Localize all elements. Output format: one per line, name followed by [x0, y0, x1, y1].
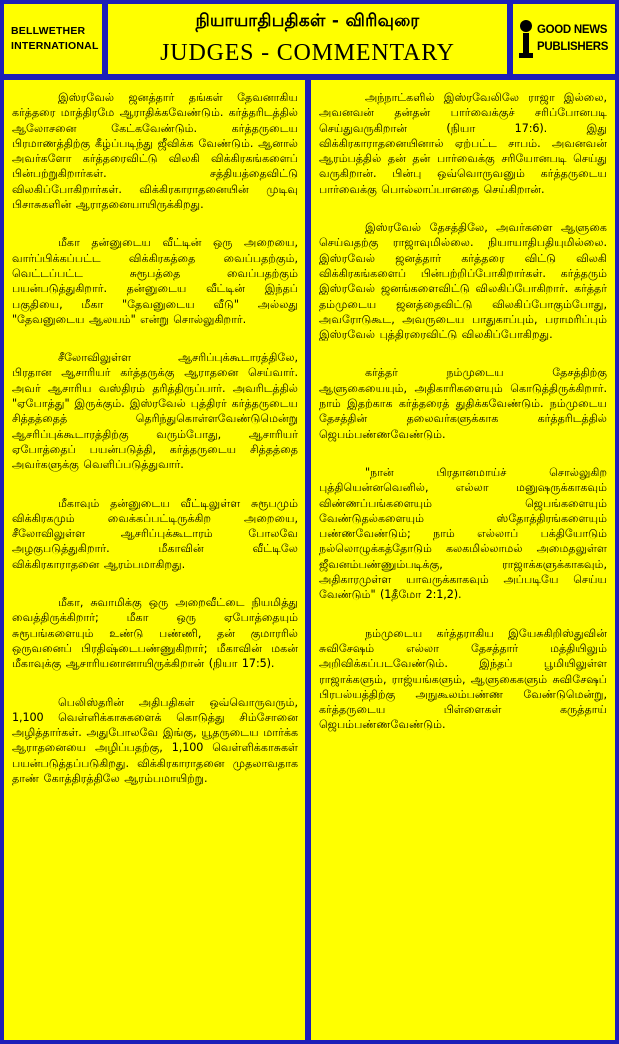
- right-paragraph-5: நம்முடைய கர்த்தராகிய இயேசுகிறிஸ்துவின் சுவிசேஷம் எல்லா தேசத்தார் மத்தியிலும் அறிவிக்கப்படவேண்டும். இந்தப் பூமியிலுள்ள ராஜாக்களும், ராஜ்யங்களும், ஆளுகைகளும் சுவிசேஷப் பிரபல்யத்திற்கு அநுகூலம்பண்ண வேண்டுமென்று, கர்த்தருடைய பிள்ளைகள் கருத்தாய் ஜெபம்பண்ணவேண்டும்.: [319, 626, 607, 732]
- page-title-panel: [108, 4, 507, 74]
- left-paragraph-5: மீகா, சுவாமிக்கு ஒரு அறைவீட்டை நியமித்து வைத்திருக்கிறார்; மீகா ஒரு ஏபோத்தையும் சுரூபங்களையும் உண்டு பண்ணி, தன் குமாரரில் ஒருவனைப் பிரதிஷ்டைபண்ணுகிறார்; மீகாவின் மகன் மீகாவுக்கு ஆசாரியனானாயிருக்கிறான் (நியா 17:5).: [12, 596, 298, 671]
- left-paragraph-4: மீகாவும் தன்னுடைய வீட்டிலுள்ள சுரூபமும் விக்கிரகமும் வைக்கப்பட்டிருக்கிற அறையை, சீலோவிலுள்ள ஆசரிப்புக்கூடாரம் போலவே அழகுபடுத்துகிறார். மீகாவின் வீட்டிலே விக்கிரகாராதனை ஆரம்பமாகிறது.: [12, 496, 298, 571]
- left-paragraph-6: பெலிஸ்தரின் அதிபதிகள் ஒவ்வொருவரும், 1,100 வெள்ளிக்காசுகளைக் கொடுத்து சிம்சோனை அழித்தார்கள். அதுபோலவே இங்கு, யூதருடைய மார்க்க ஆராதனையை அழிப்பதற்கு, 1,100 வெள்ளிக்காசுகள் பயன்படுத்தப்படுகிறது. விக்கிரகாராதனை முதலாவதாக தாண் கோத்திரத்திலே ஆரம்பமாயிற்று.: [12, 695, 298, 785]
- left-text-column: [4, 80, 305, 1040]
- page-title-tamil: நியாயாதிபதிகள் - விரிவுரை: [195, 11, 420, 31]
- bellwether-logo: [4, 4, 102, 74]
- left-paragraph-2: மீகா தன்னுடைய வீட்டின் ஒரு அறையை, வார்ப்பிக்கப்பட்ட விக்கிரகத்தை வைப்பதற்கும், வெட்டப்பட்ட சுரூபத்தை வைப்பதற்கும் பயன்படுத்துகிறார். தன்னுடைய வீட்டின் இந்தப் பகுதியை, மீகா "தேவனுடைய வீடு" அல்லது "தேவனுடைய ஆலயம்" என்று சொல்லுகிறார்.: [12, 236, 298, 326]
- right-paragraph-1: அந்நாட்களில் இஸ்ரவேலிலே ராஜா இல்லை, அவனவன் தன்தன் பார்வைக்குச் சரிப்போனபடி செய்துவருகிறான் (நியா 17:6). இது விக்கிரகாராதனையினால் ஏற்பட்ட சாபம். அவனவன் ஆரம்பத்தில் தன் தன் பார்வைக்கு சரியோனபடி செய்து வருகிறான். பின்பு ஒவ்வொருவனும் கர்த்தருடைய பார்வைக்கு பொல்லாப்பானதை செய்கிறான்.: [319, 91, 607, 196]
- right-paragraph-4: "நான் பிரதானமாய்ச் சொல்லுகிற புத்தியென்னவெனில், எல்லா மனுஷருக்காகவும் விண்ணப்பங்களையும் ஜெபங்களையும் வேண்டுதல்களையும் ஸ்தோத்திரங்களையும் பண்ணவேண்டும்; நாம் எல்லாப் பக்தியோடும் நல்லொழுக்கத்தோடும் கலகமில்லாமல் அமைதலுள்ள ஜீவனம்பண்ணும்படிக்கு, ராஜாக்களுக்காகவும், அதிகாரமுள்ள யாவருக்காகவும் அப்படியே செய்ய வேண்டும்" (1தீமோ 2:1,2).: [319, 465, 607, 602]
- page-title-english: JUDGES - COMMENTARY: [160, 40, 455, 66]
- logo-right-line2: PUBLISHERS: [537, 41, 609, 53]
- logo-left-line1: BELLWETHER: [11, 25, 86, 37]
- pillar-globe-icon: [517, 18, 535, 60]
- left-paragraph-3: சீலோவிலுள்ள ஆசரிப்புக்கூடாரத்திலே, பிரதான ஆசாரியர் கர்த்தருக்கு ஆராதனை செய்வார். அவர் ஆசாரிய வஸ்திரம் தரித்திருப்பார். அவரிடத்தில் "ஏபோத்து" இருக்கும். இஸ்ரவேல் புத்திரர் கர்த்தருடைய சித்தத்தைத் தெரிந்துகொள்ளவேண்டுமென்று ஆசரிப்புக்கூடாரத்திற்கு வரும்போது, ஆசாரியர் ஏபோத்தைப் பயன்படுத்தி, கர்த்தருடைய சித்தத்தை அவர்களுக்கு வெளிப்படுத்துவார்.: [12, 351, 298, 472]
- logo-left-line2: INTERNATIONAL: [11, 40, 99, 52]
- right-paragraph-2: இஸ்ரவேல் தேசத்திலே, அவர்களை ஆளுகை செய்வதற்கு ராஜாவுமில்லை. நியாயாதிபதியுமில்லை. இஸ்ரவேல் ஜனத்தார் கர்த்தரை விட்டு விலகி விக்கிரகங்களைப் பின்பற்றிப்போகிறார்கள். கர்த்தரும் இஸ்ரவேல் ஜனங்களைவிட்டு விலகிப்போகிறார். கர்த்தர் தம்முடைய ஜனத்தைவிட்டு விலகிப்போகும்போது, அவரோடுகூட, அவருடைய பாதுகாப்பும், பராமரிப்பும் இஸ்ரவேல் புத்திரரைவிட்டு விலகிப்போகிறது.: [319, 221, 607, 342]
- right-paragraph-3: கர்த்தர் நம்முடைய தேசத்திற்கு ஆளுகையையும், அதிகாரிகளையும் கொடுத்திருக்கிறார். நாம் இதற்காக கர்த்தரைத் துதிக்கவேண்டும். நம்முடைய தேசத்தின் தலைவர்களுக்காக கர்த்தரிடத்தில் ஜெபம்பண்ணவேண்டும்.: [319, 366, 607, 441]
- good-news-logo: [513, 4, 615, 74]
- right-text-column: [311, 80, 615, 1040]
- logo-right-line1: GOOD NEWS: [537, 24, 608, 36]
- left-paragraph-1: இஸ்ரவேல் ஜனத்தார் தங்கள் தேவனாகிய கர்த்தரை மாத்திரமே ஆராதிக்கவேண்டும். கர்த்தரிடத்தில் ஆலோசனை கேட்கவேண்டும். கர்த்தருடைய பிரமாணத்திற்கு கீழ்ப்படிந்து ஜீவிக்க வேண்டும். ஆனால் அவர்களோ கர்த்தரைவிட்டு விலகி விக்கிரகங்களைப் பின்பற்றுகிறார்கள். சத்தியத்தைவிட்டு விலகிப்போகிறார்கள். விக்கிரகாராதனையின் முடிவு பிசாசுகளின் ஆராதனையாயிருக்கிறது.: [12, 91, 298, 212]
